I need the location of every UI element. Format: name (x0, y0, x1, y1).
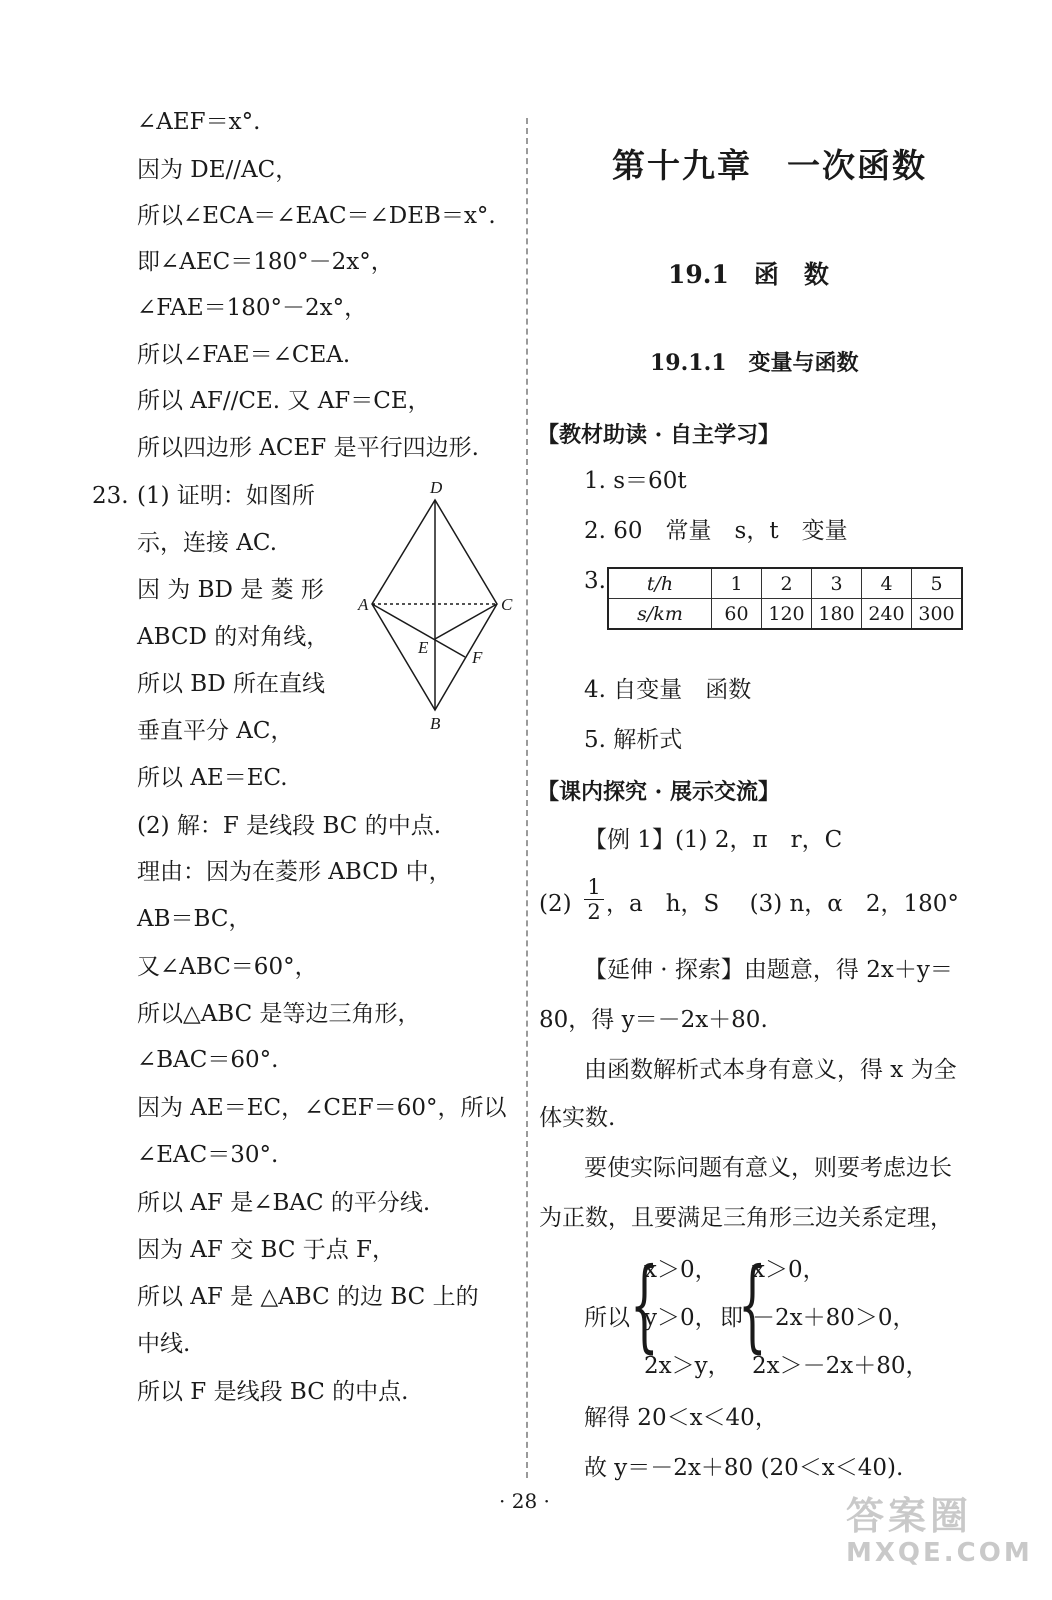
watermark-logo-text: 答案圈 (846, 1494, 973, 1538)
text-line: 所以∠FAE＝∠CEA. (137, 342, 351, 368)
inequality: 2x＞－2x＋80， (752, 1353, 929, 1379)
text-line: 因为 AF 交 BC 于点 F， (137, 1237, 396, 1263)
table-row (608, 599, 962, 630)
example-line: ，a h，S (3) n，α 2，180° (606, 891, 959, 917)
table-cell: s/km (608, 599, 712, 630)
answer-line: 4. 自变量 函数 (584, 677, 752, 703)
section-header: 【教材助读 · 自主学习】 (537, 422, 780, 448)
watermark-url: MXQE.COM (846, 1538, 1033, 1568)
text-line: 即 (720, 1305, 743, 1331)
text-line: 由函数解析式本身有意义，得 x 为全 (584, 1057, 957, 1083)
text-line: 示，连接 AC. (137, 530, 278, 556)
table-cell: 4 (862, 568, 912, 599)
text-line: ABCD 的对角线， (137, 624, 330, 650)
page-number: · 28 · (499, 1489, 550, 1513)
table-cell: 180 (812, 599, 862, 630)
text-line: 中线. (137, 1331, 191, 1357)
text-line: 所以 (584, 1305, 630, 1331)
text-line: ∠EAC＝30°. (137, 1142, 279, 1168)
text-line: 因 为 BD 是 菱 形 (137, 577, 324, 603)
inequality: x＞0， (752, 1257, 826, 1283)
table-cell: 60 (712, 599, 762, 630)
answer-number: 3. (584, 568, 606, 594)
text-line: ∠FAE＝180°－2x°， (137, 295, 368, 321)
text-line: 为正数，且要满足三角形三边关系定理， (539, 1205, 953, 1231)
point-label-a: A (358, 595, 369, 614)
text-line: 即∠AEC＝180°－2x°， (137, 249, 394, 275)
left-brace: { (738, 1246, 767, 1363)
answer-line: 5. 解析式 (584, 727, 683, 753)
question-number: 23. (92, 483, 129, 509)
point-label-e: E (418, 638, 429, 657)
text-line: 理由：因为在菱形 ABCD 中， (137, 859, 452, 885)
text-line: 因为 DE//AC， (137, 157, 299, 183)
text-line: 所以 AF 是 △ABC 的边 BC 上的 (137, 1284, 479, 1310)
fraction-numerator: 1 (587, 875, 601, 899)
point-label-d: D (430, 478, 443, 497)
section-title: 19.1 函 数 (668, 260, 829, 289)
text-line: 解得 20＜x＜40， (584, 1405, 778, 1431)
fraction-denominator: 2 (587, 900, 601, 924)
text-line: ∠AEF＝x°. (137, 109, 261, 135)
text-line: 故 y＝－2x＋80 (20＜x＜40). (584, 1455, 904, 1481)
subsection-title: 19.1.1 变量与函数 (650, 350, 859, 376)
table-cell: 5 (912, 568, 963, 599)
text-line: (1) 证明：如图所 (137, 483, 315, 509)
left-brace: { (630, 1246, 659, 1363)
column-divider (526, 118, 528, 1478)
inequality: －2x＋80＞0， (752, 1305, 916, 1331)
text-line: (2) 解：F 是线段 BC 的中点. (137, 813, 442, 839)
table-cell: 1 (712, 568, 762, 599)
inequality: y＞0， (644, 1305, 718, 1331)
section-header: 【课内探究 · 展示交流】 (537, 779, 780, 805)
table-cell: 120 (762, 599, 812, 630)
text-line: 所以 AF//CE. 又 AF＝CE， (137, 388, 431, 414)
point-label-b: B (430, 714, 441, 733)
segment-ec (435, 604, 497, 639)
text-line: ∠BAC＝60°. (137, 1047, 279, 1073)
example-line: 【例 1】(1) 2，π r，C (584, 827, 843, 853)
table-cell: 3 (812, 568, 862, 599)
answer-line: 1. s＝60t (584, 468, 687, 494)
table-cell: 300 (912, 599, 963, 630)
table-row (608, 568, 962, 599)
text-line: 所以 BD 所在直线 (137, 671, 325, 697)
fraction-one-half (584, 876, 604, 923)
text-line: 因为 AE＝EC，∠CEF＝60°，所以 (137, 1095, 507, 1121)
point-label-f: F (472, 648, 483, 667)
text-line: 所以 AF 是∠BAC 的平分线. (137, 1190, 431, 1216)
text-line: 要使实际问题有意义，则要考虑边长 (584, 1155, 952, 1181)
text-line: 所以∠ECA＝∠EAC＝∠DEB＝x°. (137, 203, 496, 229)
text-line: 体实数. (539, 1105, 616, 1131)
inequality: 2x＞y， (644, 1353, 731, 1379)
text-line: 又∠ABC＝60°， (137, 954, 318, 980)
text-line: 80，得 y＝－2x＋80. (539, 1007, 768, 1033)
answer-line: 2. 60 常量 s，t 变量 (584, 518, 848, 544)
watermark (846, 1494, 1033, 1568)
inequality: x＞0， (644, 1257, 718, 1283)
text-line: 所以四边形 ACEF 是平行四边形. (137, 435, 479, 461)
text-line: 所以△ABC 是等边三角形， (137, 1001, 421, 1027)
text-line: AB＝BC， (137, 906, 252, 932)
rhombus-figure (350, 475, 525, 735)
text-line: 所以 AE＝EC. (137, 765, 288, 791)
text-line: 垂直平分 AC， (137, 718, 294, 744)
point-label-c: C (501, 595, 513, 614)
example-part-label: (2) (539, 891, 572, 917)
text-line: 【延伸 · 探索】由题意，得 2x＋y＝ (584, 957, 953, 983)
table-cell: t/h (608, 568, 712, 599)
table-cell: 240 (862, 599, 912, 630)
distance-time-table (607, 567, 963, 630)
chapter-title: 第十九章 一次函数 (612, 146, 927, 185)
table-cell: 2 (762, 568, 812, 599)
text-line: 所以 F 是线段 BC 的中点. (137, 1379, 409, 1405)
